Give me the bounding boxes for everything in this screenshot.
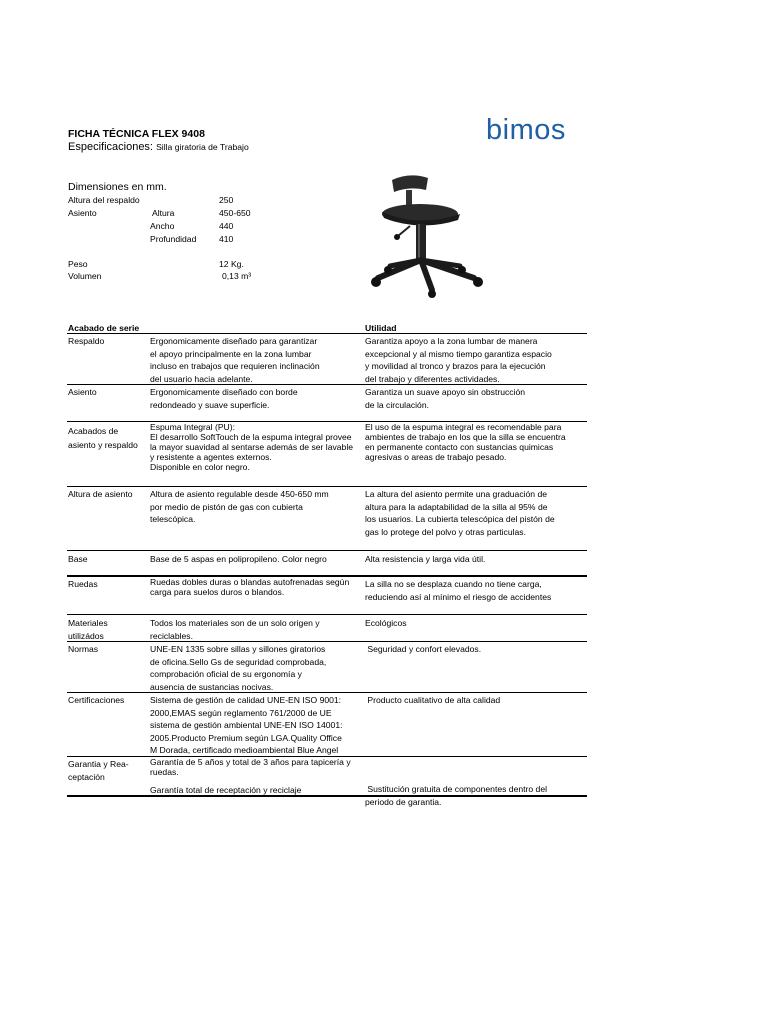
backrest-height-label: Altura del respaldo — [68, 195, 140, 205]
row-desc-certificaciones: Sistema de gestión de calidad UNE-EN ISO 9001: 2000,EMAS según reglamento 761/2000 de UE sistema de gestión ambiental UNE-EN ISO 14001: 2005.Producto Premium según LGA.Quality Office M Dorada, certificado medioambiental Blue Angel — [150, 695, 343, 756]
row-desc-asiento: Ergonomicamente diseñado con borde redondeado y suave superficie. — [150, 387, 298, 410]
row-label-acabados: Acabados de asiento y respaldo — [68, 426, 138, 450]
table-bottom-rule — [67, 795, 587, 797]
specifications-line — [68, 141, 249, 153]
seat-height-value: 450-650 — [219, 208, 251, 218]
seat-width-label: Ancho — [150, 221, 175, 231]
row-desc-garantia-reciclaje: Garantía total de receptación y reciclaje — [150, 785, 302, 795]
volume-value: 0,13 m³ — [222, 271, 252, 281]
row-desc-altura: Altura de asiento regulable desde 450-650 mm por medio de pistón de gas con cubierta telescópica. — [150, 489, 329, 525]
row-util-base: Alta resistencia y larga vida útil. — [365, 554, 486, 564]
row-util-asiento: Garantiza un suave apoyo sin obstrucción de la circulación. — [365, 387, 526, 410]
column-header-utility: Utilidad — [365, 323, 397, 333]
spec-value: Silla giratoria de Trabajo — [156, 142, 249, 152]
row-util-certificaciones: Producto cualitativo de alta calidad — [365, 695, 501, 705]
row-label-asiento: Asiento — [68, 387, 97, 397]
dimensions-heading: Dimensiones en mm. — [68, 181, 167, 193]
row-rule — [67, 641, 587, 642]
row-desc-acabados: Espuma Integral (PU): El desarrollo SoftTouch de la espuma integral provee la mayor suavidad al sentarse además de ser lavable y resistente a agentes externos. Disponible en color negro. — [150, 422, 354, 472]
spec-label: Especificaciones: — [68, 141, 153, 153]
row-desc-normas: UNE-EN 1335 sobre sillas y sillones giratorios de oficina.Sello Gs de seguridad comprobada, comprobación oficial de su ergonomía y ausencia de sustancias nocivas. — [150, 644, 327, 692]
row-util-ruedas: La silla no se desplaza cuando no tiene carga, reduciendo así al mínimo el riesgo de accidentes — [365, 579, 552, 602]
row-rule — [67, 384, 587, 385]
seat-label: Asiento — [68, 208, 97, 218]
row-desc-respaldo: Ergonomicamente diseñado para garantizar el apoyo principalmente en la zona lumbar incluso en trabajos que requieren inclinación del usuario hacia adelante. — [150, 336, 320, 384]
seat-depth-label: Profundidad — [150, 234, 197, 244]
row-rule — [67, 550, 587, 551]
row-util-altura: La altura del asiento permite una graduación de altura para la adaptabilidad de la silla al 95% de los usuarios. La cubierta telescópica del pistón de gas lo protege del polvo y otras particulas. — [365, 489, 555, 537]
row-util-acabados: El uso de la espuma integral es recomendable para ambientes de trabajo en los que la silla se encuentra en permanente contacto con sustancias quimicas agresivas o areas de trabajo pesado. — [365, 422, 566, 462]
row-label-materiales: Materiales utilizádos — [68, 618, 108, 641]
document-title: FICHA TÉCNICA FLEX 9408 — [68, 128, 205, 140]
row-label-certificaciones: Certificaciones — [68, 695, 125, 705]
row-label-garantia: Garantia y Rea- ceptación — [68, 759, 129, 782]
bimos-logo: bimos — [486, 114, 566, 146]
header-rule — [67, 333, 587, 334]
backrest-height-value: 250 — [219, 195, 234, 205]
row-util-materiales: Ecológicos — [365, 618, 407, 628]
volume-label: Volumen — [68, 271, 102, 281]
seat-depth-value: 410 — [219, 234, 234, 244]
row-util-garantia: Sustitución gratuita de componentes dentro del periodo de garantia. — [365, 784, 548, 807]
row-desc-materiales: Todos los materiales son de un solo origen y reciclables. — [150, 618, 320, 641]
row-label-altura: Altura de asiento — [68, 489, 133, 499]
row-desc-base: Base de 5 aspas en polipropileno. Color negro — [150, 554, 327, 564]
row-rule — [67, 614, 587, 615]
row-desc-garantia: Garantía de 5 años y total de 3 años para tapicería y ruedas. — [150, 757, 351, 777]
row-label-ruedas: Ruedas — [68, 579, 98, 589]
seat-width-value: 440 — [219, 221, 234, 231]
row-label-base: Base — [68, 554, 88, 564]
seat-height-label: Altura — [152, 208, 175, 218]
row-label-respaldo: Respaldo — [68, 336, 105, 346]
chair-image — [362, 170, 492, 298]
weight-value: 12 Kg. — [219, 259, 244, 269]
row-rule — [67, 692, 587, 693]
row-label-normas: Normas — [68, 644, 99, 654]
row-desc-ruedas: Ruedas dobles duras o blandas autofrenadas según carga para suelos duros o blandos. — [150, 577, 350, 597]
row-util-respaldo: Garantiza apoyo a la zona lumbar de manera excepcional y al mismo tiempo garantiza espacio y movilidad al tronco y brazos para la ejecución del trabajo y diferentes actividades. — [365, 336, 552, 384]
column-header-finish: Acabado de serie — [68, 323, 140, 333]
weight-label: Peso — [68, 259, 88, 269]
row-rule — [67, 486, 587, 487]
row-util-normas: Seguridad y confort elevados. — [365, 644, 482, 654]
